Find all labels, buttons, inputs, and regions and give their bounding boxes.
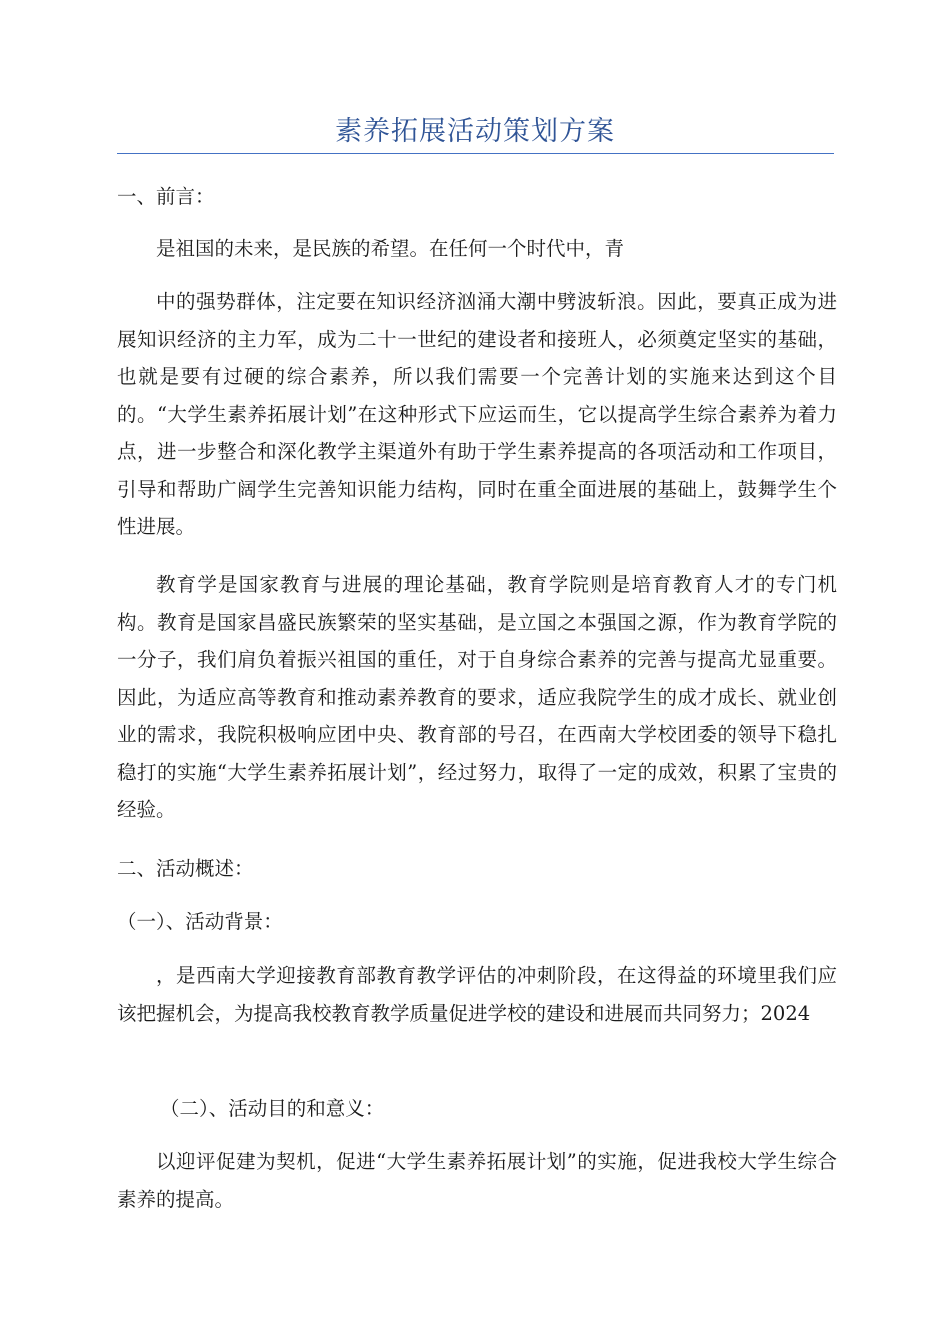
paragraph-1: 是祖国的未来，是民族的希望。在任何一个时代中，青 (156, 237, 625, 260)
para1-block (117, 230, 837, 268)
para2-block (117, 283, 837, 546)
section1-heading-block (117, 178, 837, 215)
paragraph-4: ，是西南大学迎接教育部教育教学评估的冲刺阶段，在这得益的环境里我们应该把握机会，为提高我校教育教学质量促进学校的建设和进展而共同努力；2024 (117, 964, 837, 1025)
subsection1-heading: （一）、活动背景： (117, 910, 283, 933)
paragraph-5: 以迎评促建为契机，促进“大学生素养拓展计划”的实施，促进我校大学生综合素养的提高。 (117, 1150, 837, 1211)
sub1-heading-block (117, 903, 837, 940)
section2-heading-block (117, 850, 837, 887)
para4-block (117, 957, 837, 1032)
subsection2-heading: （二）、活动目的和意义： (160, 1097, 385, 1120)
para3-block (117, 566, 837, 829)
section2-heading: 二、活动概述： (117, 857, 254, 880)
para5-block (117, 1143, 837, 1218)
document-title: 素养拓展活动策划方案 (335, 116, 615, 147)
paragraph-3: 教育学是国家教育与进展的理论基础，教育学院则是培育教育人才的专门机构。教育是国家昌盛民族繁荣的坚实基础，是立国之本强国之源，作为教育学院的一分子，我们肩负着振兴祖国的重任，对于自身综合素养的完善与提高尤显重要。因此，为适应高等教育和推动素养教育的要求，适应我院学生的成才成长、就业创业的需求，我院积极响应团中央、教育部的号召，在西南大学校团委的领导下稳扎稳打的实施“大学生素养拓展计划”，经过努力，取得了一定的成效，积累了宝贵的经验。 (117, 573, 837, 821)
title-underline (117, 153, 834, 154)
section1-heading: 一、前言： (117, 185, 215, 208)
sub2-heading-block (160, 1090, 837, 1127)
paragraph-2: 中的强势群体，注定要在知识经济汹涌大潮中劈波斩浪。因此，要真正成为进展知识经济的主力军，成为二十一世纪的建设者和接班人，必须奠定坚实的基础，也就是要有过硬的综合素养，所以我们需要一个完善计划的实施来达到这个目的。“大学生素养拓展计划”在这种形式下应运而生，它以提高学生综合素养为着力点，进一步整合和深化教学主渠道外有助于学生素养提高的各项活动和工作项目，引导和帮助广阔学生完善知识能力结构，同时在重全面进展的基础上，鼓舞学生个性进展。 (117, 290, 837, 538)
